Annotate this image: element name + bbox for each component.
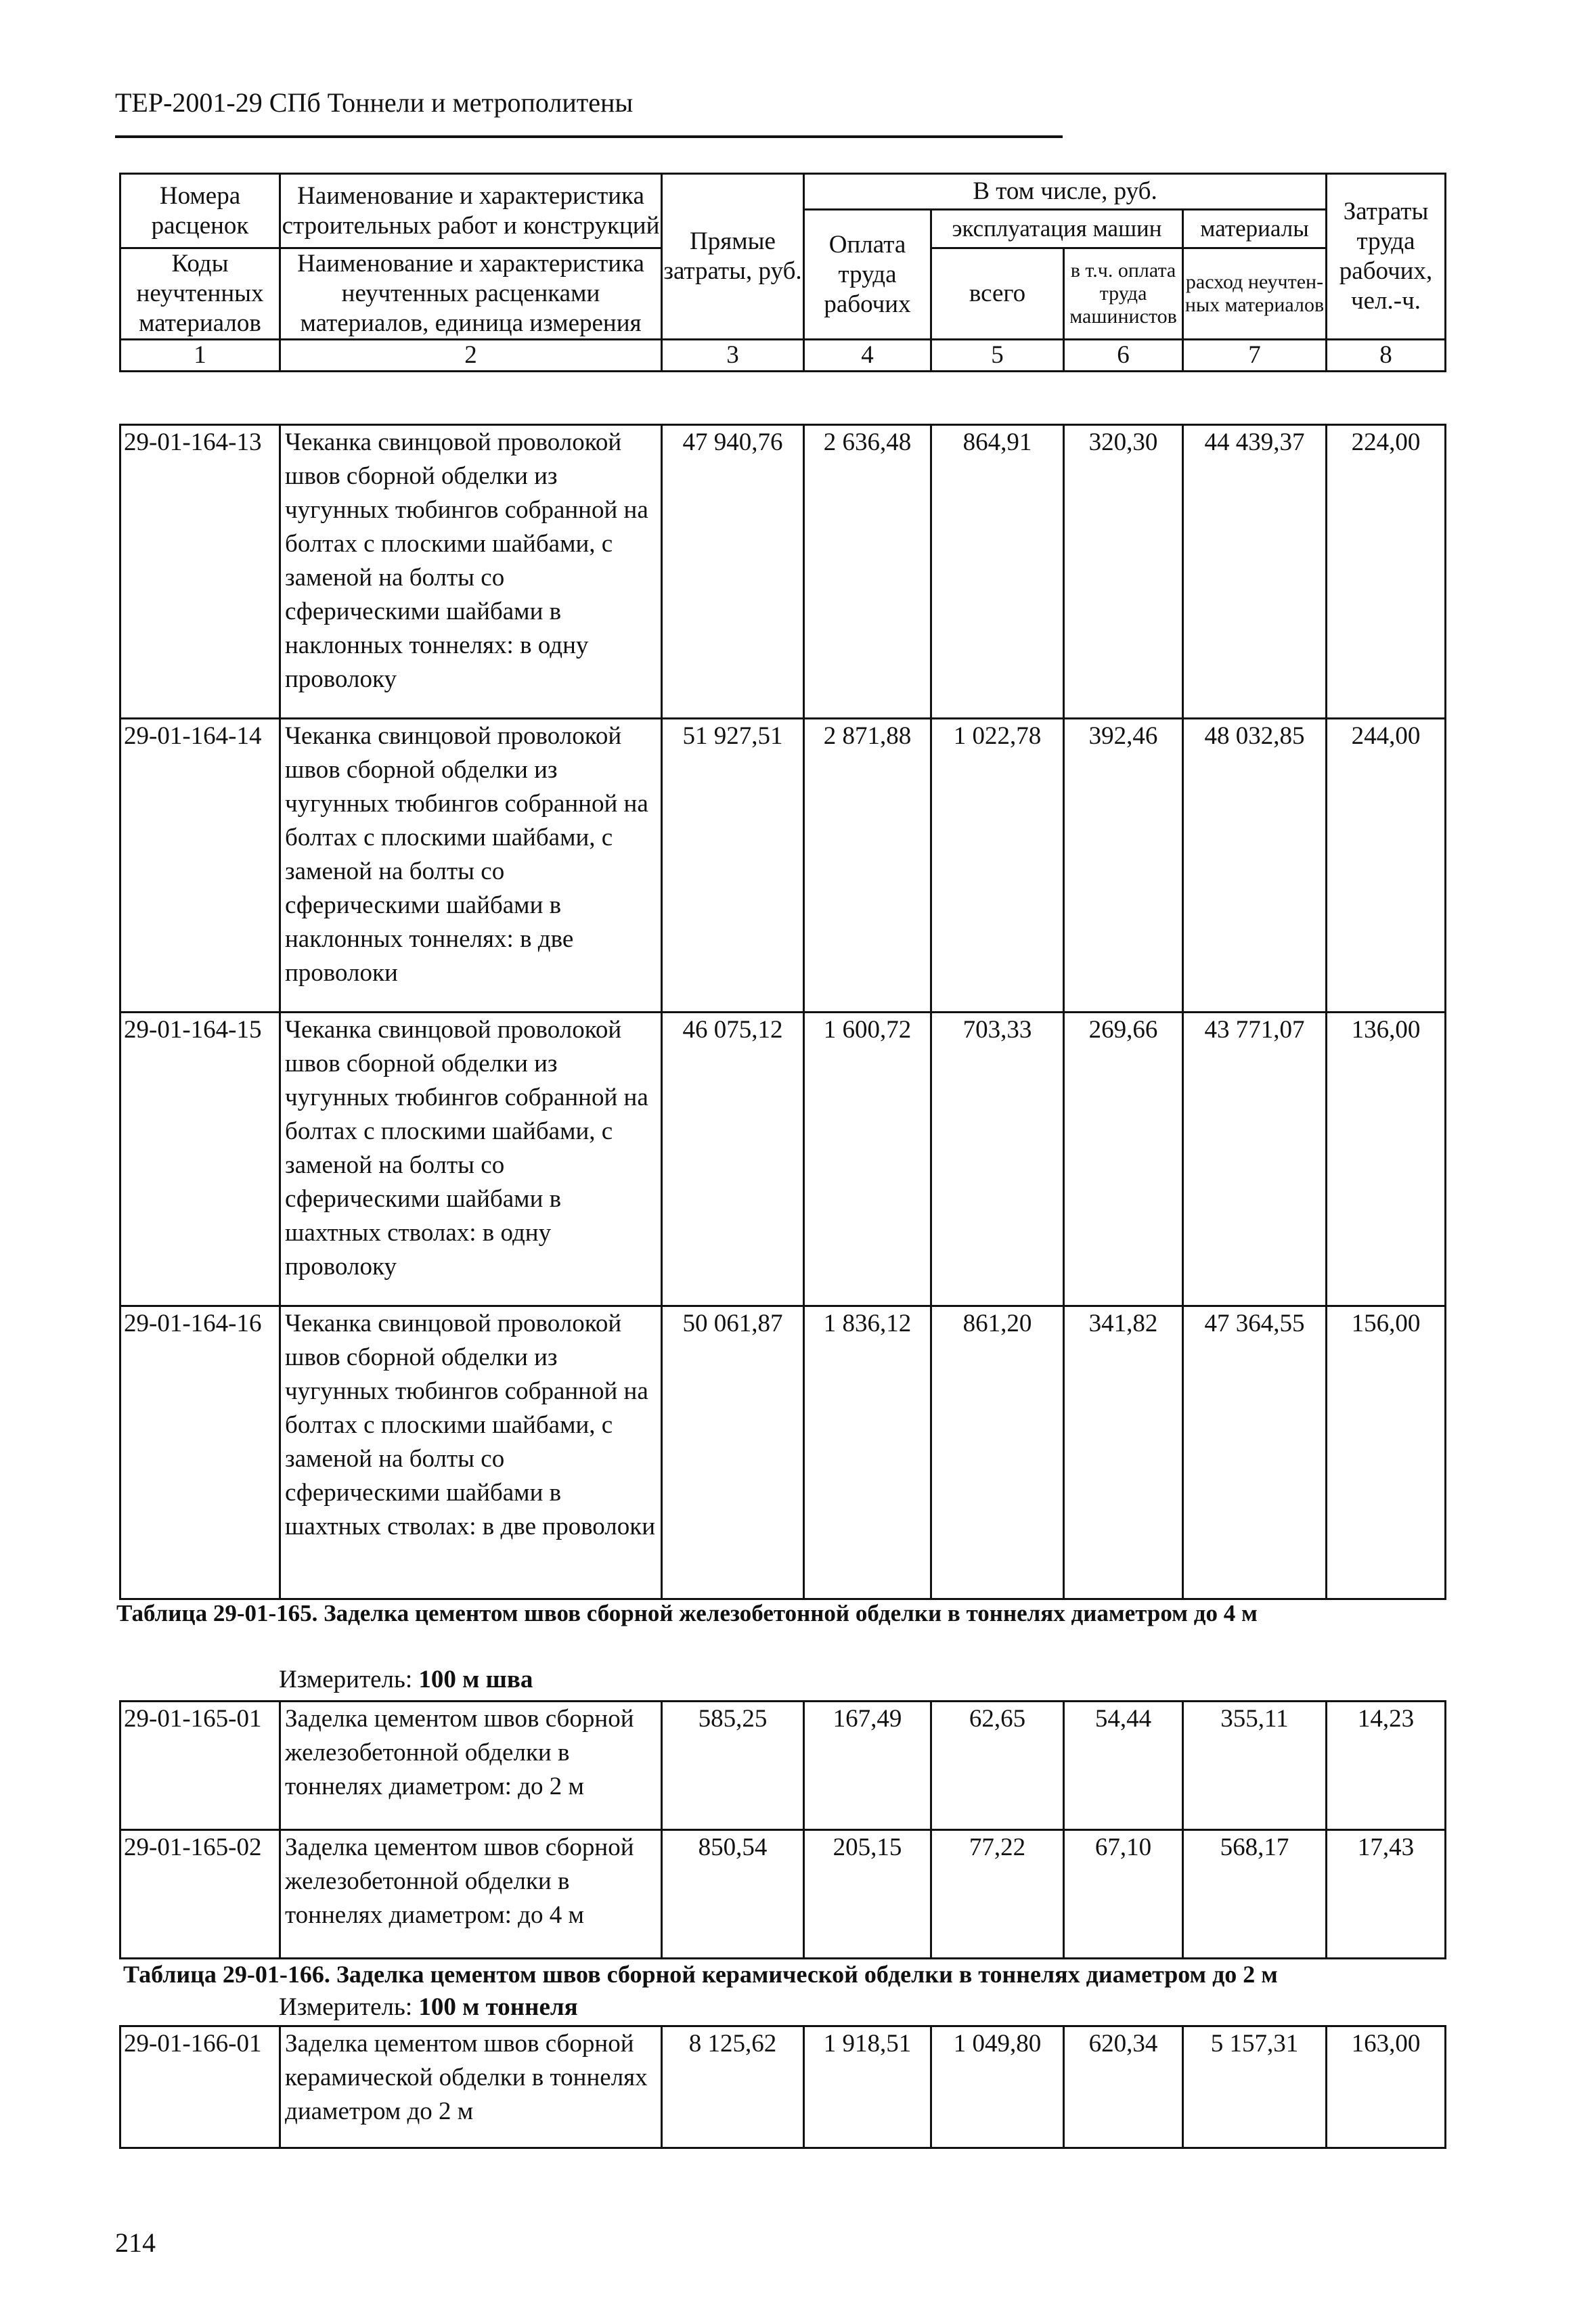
column-number: 5 [931,340,1064,372]
direct-costs-value: 50 061,87 [662,1306,804,1599]
machines-total-value: 77,22 [931,1830,1064,1959]
rate-code: 29-01-164-13 [120,425,280,719]
labor-hours-value: 14,23 [1327,1702,1446,1830]
column-header-table [119,173,1446,372]
machines-total-value: 861,20 [931,1306,1064,1599]
header-work-name: Наименование и характеристика строительных работ и конструкций [280,174,662,248]
header-materials: материалы [1183,210,1327,248]
machines-total-value: 1 022,78 [931,719,1064,1013]
column-number: 1 [120,340,280,372]
column-number: 6 [1064,340,1183,372]
machines-total-value: 1 049,80 [931,2026,1064,2148]
header-direct-costs: Прямые затраты, руб. [662,174,804,340]
header-rule [115,135,1063,138]
header-labor-pay: Оплата труда рабочих [804,210,931,340]
table-row [120,1013,1446,1306]
labor-hours-value: 224,00 [1327,425,1446,719]
unit-165 [279,1665,533,1694]
page-number: 214 [115,2227,156,2258]
machines-total-value: 703,33 [931,1013,1064,1306]
rate-code: 29-01-165-01 [120,1702,280,1830]
labor-hours-value: 156,00 [1327,1306,1446,1599]
machinist-pay-value: 341,82 [1064,1306,1183,1599]
machinist-pay-value: 392,46 [1064,719,1183,1013]
header-rate-numbers: Номера расценок [120,174,280,248]
labor-pay-value: 205,15 [804,1830,931,1959]
unit-166 [279,1993,578,2022]
table-caption-165: Таблица 29-01-165. Заделка цементом швов сборной железобетонной обделки в тоннелях диаметром до 4 м [116,1600,1258,1626]
work-description: Чеканка свинцовой проволокой швов сборной обделки из чугунных тюбингов собранной на болтах с плоскими шайбами, с заменой на болты со сферическими шайбами в шахтных стволах: в две проволоки [280,1306,662,1599]
table-row [120,425,1446,719]
work-description: Заделка цементом швов сборной железобетонной обделки в тоннелях диаметром: до 2 м [280,1702,662,1830]
header-material-codes: Коды неучтенных материалов [120,248,280,340]
machinist-pay-value: 620,34 [1064,2026,1183,2148]
labor-hours-value: 244,00 [1327,719,1446,1013]
labor-pay-value: 2 871,88 [804,719,931,1013]
table-row [120,1830,1446,1959]
header-material-names: Наименование и характеристика неучтенных расценками материалов, единица измерения [280,248,662,340]
machines-total-value: 864,91 [931,425,1064,719]
materials-value: 47 364,55 [1183,1306,1327,1599]
machinist-pay-value: 320,30 [1064,425,1183,719]
labor-hours-value: 163,00 [1327,2026,1446,2148]
table-row [120,719,1446,1013]
direct-costs-value: 8 125,62 [662,2026,804,2148]
materials-value: 5 157,31 [1183,2026,1327,2148]
labor-pay-value: 1 918,51 [804,2026,931,2148]
machinist-pay-value: 54,44 [1064,1702,1183,1830]
direct-costs-value: 51 927,51 [662,719,804,1013]
rates-table-166 [119,2025,1446,2149]
labor-pay-value: 1 836,12 [804,1306,931,1599]
column-number: 7 [1183,340,1327,372]
direct-costs-value: 850,54 [662,1830,804,1959]
column-number: 3 [662,340,804,372]
rates-table-164 [119,424,1446,1600]
machines-total-value: 62,65 [931,1702,1064,1830]
rate-code: 29-01-164-15 [120,1013,280,1306]
column-number: 8 [1327,340,1446,372]
header-labor-hours: Затраты труда рабочих, чел.-ч. [1327,174,1446,340]
rates-table-165 [119,1700,1446,1959]
table-caption-166: Таблица 29-01-166. Заделка цементом швов сборной керамической обделки в тоннелях диаметром до 2 м [123,1961,1278,1988]
table-row [120,1306,1446,1599]
document-header: ТЕР-2001-29 СПб Тоннели и метрополитены [115,87,634,118]
rate-code: 29-01-165-02 [120,1830,280,1959]
header-machinist-pay: в т.ч. оплата труда машинистов [1064,248,1183,340]
rate-code: 29-01-164-16 [120,1306,280,1599]
work-description: Чеканка свинцовой проволокой швов сборной обделки из чугунных тюбингов собранной на болтах с плоскими шайбами, с заменой на болты со сферическими шайбами в наклонных тоннелях: в одну проволоку [280,425,662,719]
labor-pay-value: 1 600,72 [804,1013,931,1306]
direct-costs-value: 47 940,76 [662,425,804,719]
materials-value: 43 771,07 [1183,1013,1327,1306]
header-unaccounted-materials: расход неучтен-ных материалов [1183,248,1327,340]
table-row [120,1702,1446,1830]
unit-value: 100 м шва [418,1666,533,1693]
materials-value: 355,11 [1183,1702,1327,1830]
work-description: Заделка цементом швов сборной железобетонной обделки в тоннелях диаметром: до 4 м [280,1830,662,1959]
table-row [120,2026,1446,2148]
header-machines-total: всего [931,248,1064,340]
labor-hours-value: 17,43 [1327,1830,1446,1959]
work-description: Чеканка свинцовой проволокой швов сборной обделки из чугунных тюбингов собранной на болтах с плоскими шайбами, с заменой на болты со сферическими шайбами в шахтных стволах: в одну проволоку [280,1013,662,1306]
header-machines: эксплуатация машин [931,210,1183,248]
unit-value: 100 м тоннеля [418,1993,578,2021]
labor-hours-value: 136,00 [1327,1013,1446,1306]
labor-pay-value: 2 636,48 [804,425,931,719]
unit-label: Измеритель: [279,1666,419,1693]
work-description: Чеканка свинцовой проволокой швов сборной обделки из чугунных тюбингов собранной на болтах с плоскими шайбами, с заменой на болты со сферическими шайбами в наклонных тоннелях: в две проволоки [280,719,662,1013]
direct-costs-value: 46 075,12 [662,1013,804,1306]
materials-value: 44 439,37 [1183,425,1327,719]
unit-label: Измеритель: [279,1993,419,2021]
column-number: 4 [804,340,931,372]
materials-value: 48 032,85 [1183,719,1327,1013]
materials-value: 568,17 [1183,1830,1327,1959]
machinist-pay-value: 269,66 [1064,1013,1183,1306]
column-number: 2 [280,340,662,372]
rate-code: 29-01-164-14 [120,719,280,1013]
header-including: В том числе, руб. [804,174,1327,210]
labor-pay-value: 167,49 [804,1702,931,1830]
rate-code: 29-01-166-01 [120,2026,280,2148]
work-description: Заделка цементом швов сборной керамической обделки в тоннелях диаметром до 2 м [280,2026,662,2148]
direct-costs-value: 585,25 [662,1702,804,1830]
machinist-pay-value: 67,10 [1064,1830,1183,1959]
